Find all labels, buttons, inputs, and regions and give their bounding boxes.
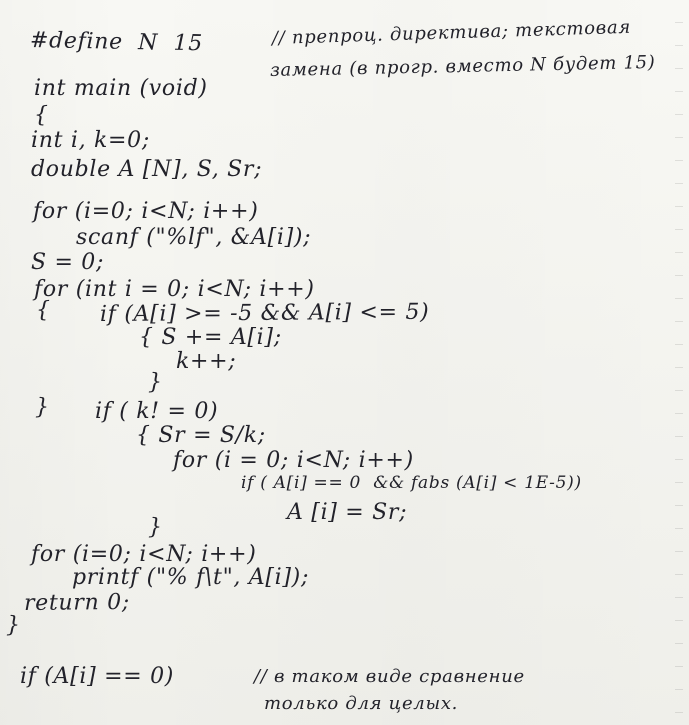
scanf-line: scanf ("%lf", &A[i]); (76, 225, 312, 250)
define-line: #define N 15 (29, 28, 204, 57)
comment-line-2: замена (в прогр. вместо N будет 15) (269, 51, 656, 81)
inner-close-brace: } (148, 370, 163, 395)
average-line: { Sr = S/k; (136, 423, 266, 448)
loop-open-brace: { (36, 298, 51, 323)
return-line: return 0; (23, 589, 131, 616)
opening-brace: { (34, 103, 49, 128)
comment-line-1: // препроц. директива; текстовая (271, 16, 632, 49)
replace-block-close: } (148, 515, 163, 540)
nonzero-check: if ( k! = 0) (95, 399, 219, 424)
replace-assignment: A [i] = Sr; (287, 500, 408, 525)
main-close-brace: } (6, 613, 21, 638)
input-loop: for (i=0; i<N; i++) (33, 199, 259, 224)
replace-loop: for (i = 0; i<N; i++) (173, 448, 414, 473)
range-condition: if (A[i] >= -5 && A[i] <= 5) (99, 299, 430, 327)
integer-compare-example: if (A[i] == 0) (20, 664, 175, 689)
loop-close-brace: } (35, 395, 50, 420)
double-declaration: double A [N], S, Sr; (31, 157, 263, 182)
int-declaration: int i, k=0; (31, 128, 150, 153)
output-loop: for (i=0; i<N; i++) (31, 542, 257, 567)
printf-line: printf ("% f\t", A[i]); (72, 565, 310, 590)
zero-check-line: if ( A[i] == 0 && fabs (A[i] < 1E-5)) (241, 473, 582, 493)
integer-note-line-1: // в таком виде сравнение (254, 666, 525, 687)
main-signature: int main (void) (34, 76, 208, 101)
counter-increment: k++; (176, 349, 237, 374)
second-loop: for (int i = 0; i<N; i++) (34, 277, 315, 302)
sum-update: { S += A[i]; (139, 325, 282, 350)
integer-note-line-2: только для целых. (264, 693, 459, 714)
page-edge-marks (675, 0, 683, 725)
sum-init: S = 0; (31, 250, 105, 275)
